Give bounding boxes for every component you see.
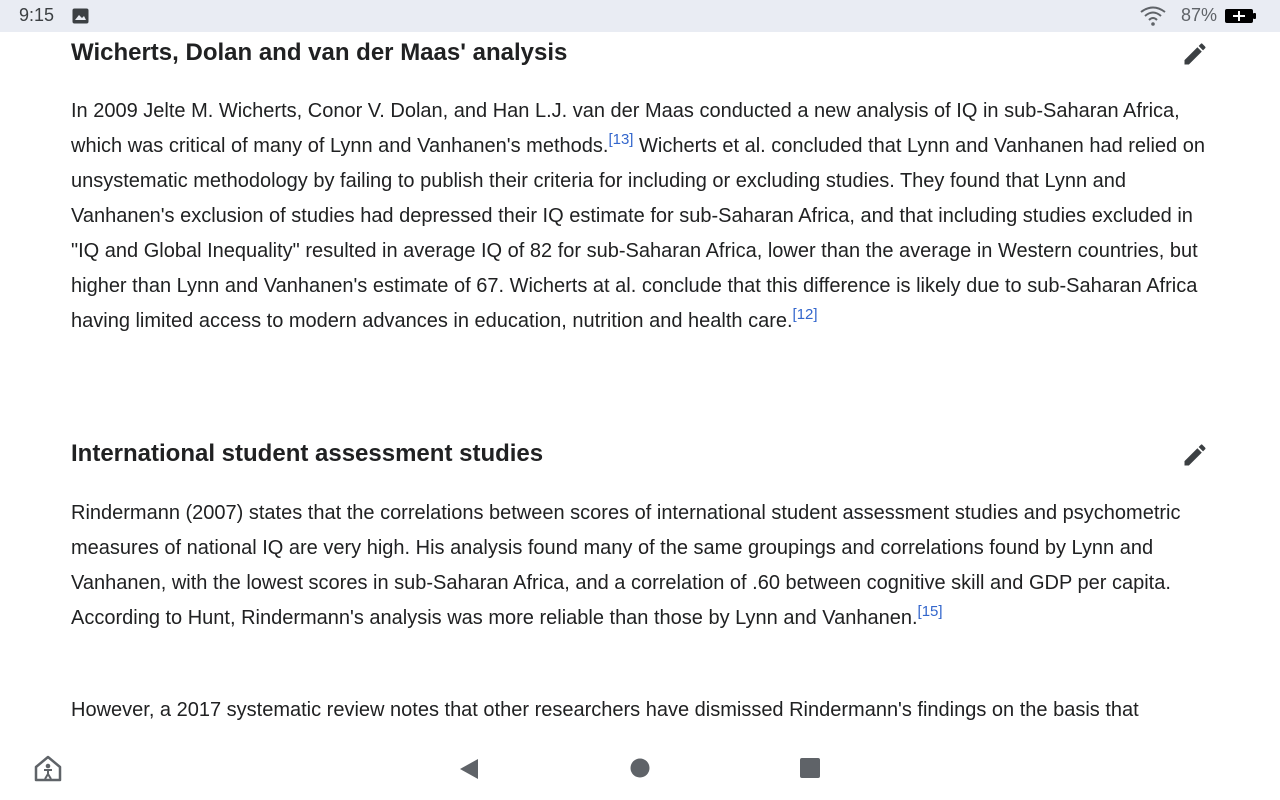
recents-square-icon[interactable] — [799, 757, 821, 779]
reference-link[interactable]: [15] — [917, 603, 943, 620]
home-circle-icon[interactable] — [629, 757, 651, 779]
image-icon — [72, 8, 89, 24]
accessibility-home-icon[interactable] — [33, 753, 63, 783]
battery-percent: 87% — [1181, 5, 1218, 25]
status-bar — [0, 0, 1280, 32]
pencil-edit-icon[interactable] — [1181, 441, 1209, 469]
status-time: 9:15 — [19, 5, 55, 25]
paragraph-systematic-review — [71, 693, 1211, 728]
paragraph-text: In 2009 Jelte M. Wicherts, Conor V. Dolan, and Han L.J. van der Maas conducted a new analysis of IQ in sub-Saharan Africa, which was critical of many of Lynn and Vanhanen's methods. — [71, 100, 1180, 157]
article-content[interactable] — [0, 32, 1280, 740]
navigation-bar — [0, 740, 1280, 800]
wifi-icon — [1139, 6, 1167, 26]
paragraph-rindermann — [71, 496, 1211, 636]
paragraph-text: Rindermann (2007) states that the correlations between scores of international student assessment studies and psychometric measures of national IQ are very high. His analysis found many of the same groupings and correlations found by Lynn and Vanhanen, with the lowest scores in sub-Saharan Africa, and a correlation of .60 between cognitive skill and GDP per capita. According to Hunt, Rindermann's analysis was more reliable than those by Lynn and Vanhanen. — [71, 502, 1181, 629]
pencil-edit-icon[interactable] — [1181, 40, 1209, 68]
paragraph-text: Wicherts et al. concluded that Lynn and Vanhanen had relied on unsystematic methodology by failing to publish their criteria for including or excluding studies. They found that Lynn and Vanhanen's exclusion of studies had depressed their IQ estimate for sub-Saharan Africa, and that including studies excluded in "IQ and Global Inequality" resulted in average IQ of 82 for sub-Saharan Africa, lower than the average in Western countries, but higher than Lynn and Vanhanen's estimate of 67. Wicherts at al. conclude that this difference is likely due to sub-Saharan Africa having limited access to modern advances in education, nutrition and health care. — [71, 135, 1205, 332]
battery-charging-icon — [1225, 8, 1257, 24]
section-heading-wicherts: Wicherts, Dolan and van der Maas' analysis — [71, 39, 568, 66]
reference-link[interactable]: [12] — [792, 306, 818, 323]
paragraph-wicherts — [71, 94, 1211, 339]
paragraph-text: However, a 2017 systematic review notes that other researchers have dismissed Rindermann's findings on the basis that — [71, 699, 1139, 721]
back-triangle-icon[interactable] — [458, 757, 480, 781]
section-heading-student-assessment: International student assessment studies — [71, 440, 544, 467]
reference-link[interactable]: [13] — [608, 131, 634, 148]
